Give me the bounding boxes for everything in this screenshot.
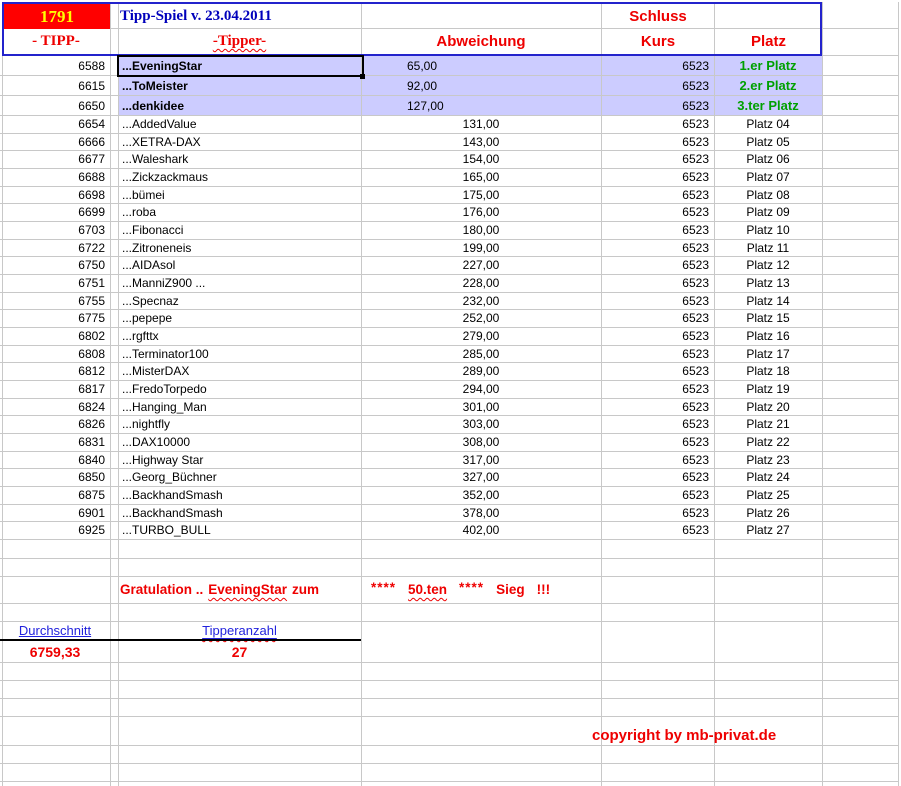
cell-tipp[interactable]: 6722 [78,240,105,255]
cell-tipper[interactable]: ...EveningStar [122,59,203,73]
cell-abweichung[interactable]: 378,00 [462,505,500,520]
cell-abweichung[interactable]: 327,00 [462,470,500,485]
cell-platz[interactable]: Platz 26 [746,505,790,520]
cell-platz[interactable]: 1.er Platz [739,58,797,73]
column-header-schluss[interactable]: Schluss [629,8,687,25]
cell-abweichung[interactable]: 294,00 [462,382,500,396]
gridline-vertical [822,2,823,786]
cell-kurs[interactable]: 6523 [682,79,709,93]
cell-platz[interactable]: Platz 10 [746,223,790,237]
stars-right: **** [459,580,485,595]
cell-tipper[interactable]: ...Georg_Büchner [122,470,217,485]
cell-platz[interactable]: Platz 07 [746,170,790,184]
cell-platz[interactable]: Platz 17 [746,346,790,361]
cell-kurs[interactable]: 6523 [682,152,709,167]
cell-abweichung[interactable]: 232,00 [462,293,500,308]
cell-tipp[interactable]: 6688 [78,170,105,184]
cell-tipp[interactable]: 6650 [78,99,105,113]
cell-platz[interactable]: Platz 25 [746,488,790,502]
column-header-kurs[interactable]: Kurs [640,33,676,50]
cell-platz[interactable]: Platz 14 [746,293,790,308]
cell-abweichung[interactable]: 303,00 [462,417,500,432]
cell-kurs[interactable]: 6523 [682,452,709,467]
cell-platz[interactable]: Platz 19 [746,382,790,396]
cell-tipp[interactable]: 6808 [78,346,105,361]
cell-kurs[interactable]: 6523 [682,505,709,520]
cell-platz[interactable]: Platz 08 [746,187,790,202]
cell-tipper[interactable]: ...bümei [122,187,165,202]
gridline-vertical [898,2,899,786]
gridline-horizontal [822,55,898,56]
cell-kurs[interactable]: 6523 [682,417,709,432]
cell-abweichung[interactable]: 402,00 [462,523,500,538]
cell-platz[interactable]: Platz 22 [746,435,790,449]
gridline-horizontal [0,716,898,717]
cell-kurs[interactable]: 6523 [682,488,709,502]
cell-abweichung[interactable]: 92,00 [407,79,438,93]
cell-tipper[interactable]: ...Specnaz [122,293,179,308]
cell-abweichung[interactable]: 227,00 [462,258,500,273]
cell-platz[interactable]: Platz 06 [746,152,790,167]
cell-tipp[interactable]: 6615 [78,79,105,93]
cell-platz[interactable]: Platz 20 [746,399,790,414]
cell-kurs[interactable]: 6523 [682,382,709,396]
cell-platz[interactable]: 2.er Platz [739,78,797,93]
cell-abweichung[interactable]: 143,00 [462,134,500,149]
cell-platz[interactable]: Platz 13 [746,276,790,290]
tipper-count-label[interactable] [118,621,361,640]
cell-platz[interactable]: Platz 09 [746,205,790,220]
cell-abweichung[interactable]: 228,00 [462,276,500,290]
cell-abweichung[interactable]: 252,00 [462,311,500,326]
cell-tipper[interactable]: ...MisterDAX [122,364,190,379]
cell-tipp[interactable]: 6802 [78,329,105,343]
cell-abweichung[interactable]: 279,00 [462,329,500,343]
cell-kurs[interactable]: 6523 [682,187,709,202]
winner-name: EveningStar [208,582,288,597]
cell-platz[interactable]: Platz 15 [746,311,790,326]
cell-platz[interactable]: Platz 18 [746,364,790,379]
milestone-message[interactable] [371,576,562,603]
cell-kurs[interactable]: 6523 [682,258,709,273]
congrats-prefix: Gratulation .. [120,582,204,597]
column-header-tipp[interactable]: - TIPP- [32,33,80,49]
cell-tipp[interactable]: 6750 [78,258,105,273]
cell-tipper[interactable]: ...Highway Star [122,452,204,467]
cell-abweichung[interactable]: 127,00 [407,99,444,113]
cell-kurs[interactable]: 6523 [682,346,709,361]
cell-platz[interactable]: Platz 16 [746,329,790,343]
cell-kurs[interactable]: 6523 [682,311,709,326]
cell-tipper[interactable]: ...BackhandSmash [122,488,223,502]
cell-platz[interactable]: Platz 04 [746,117,790,131]
cell-tipper[interactable]: ...ToMeister [122,79,188,93]
gridline-horizontal [0,603,898,604]
cell-tipper[interactable]: ...ManniZ900 ... [122,276,206,290]
cell-abweichung[interactable]: 154,00 [462,152,500,167]
column-header-platz[interactable]: Platz [750,33,786,50]
cell-tipper[interactable]: ...Zitroneneis [122,240,192,255]
gridline-horizontal [0,781,898,782]
congratulation-message[interactable] [120,576,324,603]
cell-tipp[interactable]: 6588 [78,59,105,73]
cell-kurs[interactable]: 6523 [682,293,709,308]
sheet-title[interactable]: Tipp-Spiel v. 23.04.2011 [120,8,272,24]
cell-kurs[interactable]: 6523 [682,364,709,379]
cell-tipper[interactable]: ...FredoTorpedo [122,382,207,396]
cell-abweichung[interactable]: 352,00 [462,488,500,502]
cell-platz[interactable]: Platz 23 [746,452,790,467]
tipper-count-value[interactable]: 27 [231,644,248,660]
cell-tipp[interactable]: 6775 [78,311,105,326]
sieg-label: Sieg [496,582,525,597]
cell-platz[interactable]: Platz 05 [746,134,790,149]
cell-tipper[interactable]: ...Hanging_Man [122,399,207,414]
cell-tipp[interactable]: 6812 [78,364,105,379]
cell-abweichung[interactable]: 308,00 [462,435,500,449]
cell-abweichung[interactable]: 317,00 [462,452,500,467]
cell-abweichung[interactable]: 199,00 [462,240,500,255]
cell-tipper[interactable]: ...Zickzackmaus [122,170,209,184]
exclaim: !!! [536,582,551,597]
cell-abweichung[interactable]: 131,00 [462,117,500,131]
cell-abweichung[interactable]: 289,00 [462,364,500,379]
cell-tipper[interactable]: ...AIDAsol [122,258,176,273]
gridline-horizontal [0,680,898,681]
cell-tipper[interactable]: ...XETRA-DAX [122,134,201,149]
cell-tipper[interactable]: ...rgfttx [122,329,159,343]
cell-platz[interactable]: Platz 21 [746,417,790,432]
average-label[interactable]: Durchschnitt [18,623,92,638]
cell-tipp[interactable]: 6901 [78,505,105,520]
cell-tipp[interactable]: 6666 [78,134,105,149]
cell-tipp[interactable]: 6840 [78,452,105,467]
selected-cell-outline [117,55,364,77]
cell-abweichung[interactable]: 176,00 [462,205,500,220]
cell-abweichung[interactable]: 180,00 [462,223,500,237]
cell-kurs[interactable]: 6523 [682,399,709,414]
cell-abweichung[interactable]: 285,00 [462,346,500,361]
cell-tipp[interactable]: 6817 [78,382,105,396]
cell-platz[interactable]: Platz 27 [746,523,790,538]
game-number-cell[interactable]: 1791 [4,4,110,29]
cell-tipp[interactable]: 6703 [78,223,105,237]
cell-tipp[interactable]: 6654 [78,117,105,131]
cell-tipper[interactable]: ...Waleshark [122,152,189,167]
gridline-horizontal [0,698,898,699]
gridline-horizontal [0,763,898,764]
selection-fill-handle[interactable] [360,74,365,79]
cell-kurs[interactable]: 6523 [682,276,709,290]
cell-tipper[interactable]: ...BackhandSmash [122,505,223,520]
cell-tipp[interactable]: 6824 [78,399,105,414]
cell-kurs[interactable]: 6523 [682,329,709,343]
cell-tipper[interactable]: ...denkidee [122,99,185,113]
cell-tipp[interactable]: 6755 [78,293,105,308]
cell-tipp[interactable]: 6699 [78,205,105,220]
cell-kurs[interactable]: 6523 [682,205,709,220]
cell-abweichung[interactable]: 65,00 [407,59,438,73]
cell-tipp[interactable]: 6677 [78,152,105,167]
cell-kurs[interactable]: 6523 [682,523,709,538]
cell-tipp[interactable]: 6831 [78,435,105,449]
copyright-note: copyright by mb-privat.de [592,727,777,744]
cell-tipper[interactable]: ...pepepe [122,311,173,326]
milestone-count: 50.ten [408,582,448,597]
cell-abweichung[interactable]: 175,00 [462,187,500,202]
cell-platz[interactable]: Platz 24 [746,470,790,485]
average-value[interactable]: 6759,33 [29,644,81,660]
cell-tipper[interactable]: ...TURBO_BULL [122,523,211,538]
cell-platz[interactable]: Platz 12 [746,258,790,273]
column-header-abweichung[interactable]: Abweichung [436,33,526,50]
cell-kurs[interactable]: 6523 [682,240,709,255]
cell-tipp[interactable]: 6925 [78,523,105,538]
column-header-tipper[interactable]: -Tipper- [212,33,267,49]
cell-kurs[interactable]: 6523 [682,59,709,73]
cell-kurs[interactable]: 6523 [682,435,709,449]
cell-tipp[interactable]: 6698 [78,187,105,202]
cell-abweichung[interactable]: 165,00 [462,170,500,184]
cell-tipper[interactable]: ...Fibonacci [122,223,184,237]
cell-tipper[interactable]: ...DAX10000 [122,435,191,449]
gridline-vertical [110,2,111,786]
cell-kurs[interactable]: 6523 [682,223,709,237]
cell-tipper[interactable]: ...Terminator100 [122,346,209,361]
gridline-horizontal [0,662,898,663]
cell-kurs[interactable]: 6523 [682,470,709,485]
cell-tipp[interactable]: 6875 [78,488,105,502]
cell-tipper[interactable]: ...roba [122,205,157,220]
cell-tipp[interactable]: 6826 [78,417,105,432]
stars-left: **** [371,580,397,595]
cell-tipp[interactable]: 6850 [78,470,105,485]
cell-platz[interactable]: 3.ter Platz [737,98,799,113]
cell-kurs[interactable]: 6523 [682,134,709,149]
stats-divider [0,639,361,641]
gridline-horizontal [0,558,898,559]
cell-tipper[interactable]: ...AddedValue [122,117,197,131]
cell-kurs[interactable]: 6523 [682,99,709,113]
congrats-connector: zum [292,582,320,597]
cell-kurs[interactable]: 6523 [682,170,709,184]
cell-platz[interactable]: Platz 11 [746,240,790,255]
cell-kurs[interactable]: 6523 [682,117,709,131]
cell-abweichung[interactable]: 301,00 [462,399,500,414]
cell-tipper[interactable]: ...nightfly [122,417,171,432]
tipper-count-label-text: Tipperanzahl [202,623,277,638]
cell-tipp[interactable]: 6751 [78,276,105,290]
